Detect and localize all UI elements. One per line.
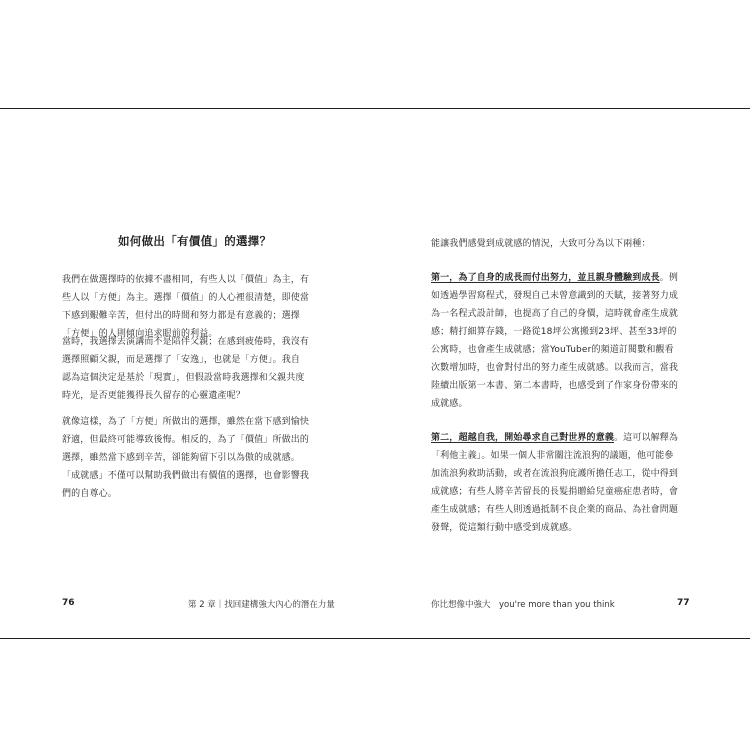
point-2-paragraph: [431, 429, 693, 537]
page-number: 77: [677, 598, 690, 608]
text-line: 如透過學習寫程式，發現自己未曾意識到的天賦，接著努力成: [431, 291, 679, 301]
running-title: 第 2 章｜找回建構強大內心的潛在力量: [188, 600, 335, 610]
text-line: 就像這樣，為了「方便」所做出的選擇，雖然在當下感到愉快: [62, 417, 310, 427]
text-line: 成就感；有些人將辛苦留長的長髮捐贈給兒童癌症患者時，會: [431, 487, 679, 497]
section-heading: 如何做出「有價值」的選擇？: [118, 234, 272, 248]
text-line: 為一名程式設計師，也提高了自己的身價，這時就會產生成就: [431, 309, 679, 319]
text-line: 「成就感」不僅可以幫助我們做出有價值的選擇，也會影響我: [62, 471, 310, 481]
paragraph-2: [62, 333, 327, 405]
text-line: [431, 269, 693, 287]
text-line: 加流浪狗救助活動，或者在流浪狗庇護所擔任志工，從中得到: [431, 469, 679, 479]
text-line: 公寓時，也會產生成就感；當YouTuber的頻道訂閱數和觀看: [431, 345, 674, 355]
right-page: [375, 109, 750, 638]
text-line: 下感到艱難辛苦，但付出的時間和努力都是有意義的；選擇: [62, 311, 300, 321]
running-title: 你比想像中強大 you're more than you think: [431, 600, 615, 610]
text-line: 選擇，雖然當下感到辛苦，卻能夠留下引以為傲的成就感。: [62, 453, 300, 463]
text-line: 舒適，但最終可能導致後悔。相反的，為了「價值」所做出的: [62, 435, 310, 445]
text-line: 些人以「方便」為主。選擇「價值」的人心裡很清楚，即使當: [62, 293, 310, 303]
left-page: [0, 109, 375, 638]
page-number: 76: [62, 598, 75, 608]
text-line: 我們在做選擇時的依據不盡相同，有些人以「價值」為主，有: [62, 275, 310, 285]
text-line: [431, 429, 693, 447]
intro-paragraph: [431, 235, 693, 253]
text-line: 產生成就感；有些人則透過抵制不良企業的商品、為社會問題: [431, 505, 679, 515]
point-1-title: 第一，為了自身的成長而付出努力，並且親身體驗到成長: [431, 273, 660, 283]
point-1-tail: 。例: [659, 273, 679, 283]
text-line: 時光，是否更能獲得長久留存的心靈遺產呢？: [62, 391, 246, 401]
point-1-paragraph: [431, 269, 693, 413]
text-line: 感；精打細算存錢，一路從18坪公寓搬到23坪、甚至33坪的: [431, 327, 677, 337]
text-line: 「利他主義」。如果一個人非常關注流浪狗的議題，他可能參: [431, 451, 674, 461]
paragraph-3: [62, 413, 327, 503]
point-2-title: 第二，超越自我，開始尋求自己對世界的意義: [431, 433, 615, 443]
text-line: 陸續出版第一本書、第二本書時，也感受到了作家身份帶來的: [431, 381, 679, 391]
text-line: 當時，我選擇去演講而不是陪伴父親；在感到疲倦時，我沒有: [62, 337, 310, 347]
text-line: 發聲，從這類行動中感受到成就感。: [431, 523, 578, 533]
text-line: 認為這個決定是基於「現實」，但假設當時我選擇和父親共度: [62, 373, 305, 383]
text-line: 們的自尊心。: [62, 489, 117, 499]
text-line: 成就感。: [431, 399, 468, 409]
book-spread: [0, 108, 750, 639]
point-2-tail: 。這可以解釋為: [614, 433, 679, 443]
text-line: 選擇照顧父親，而是選擇了「安逸」，也就是「方便」。我自: [62, 355, 301, 365]
text-line: 「方便」的人則傾向追求眼前的利益。: [62, 329, 218, 339]
text-line: 次數增加時，也會對付出的努力產生成就感。以我而言，當我: [431, 363, 679, 373]
text-line: 能讓我們感覺到成就感的情況，大致可分為以下兩種：: [431, 239, 651, 249]
